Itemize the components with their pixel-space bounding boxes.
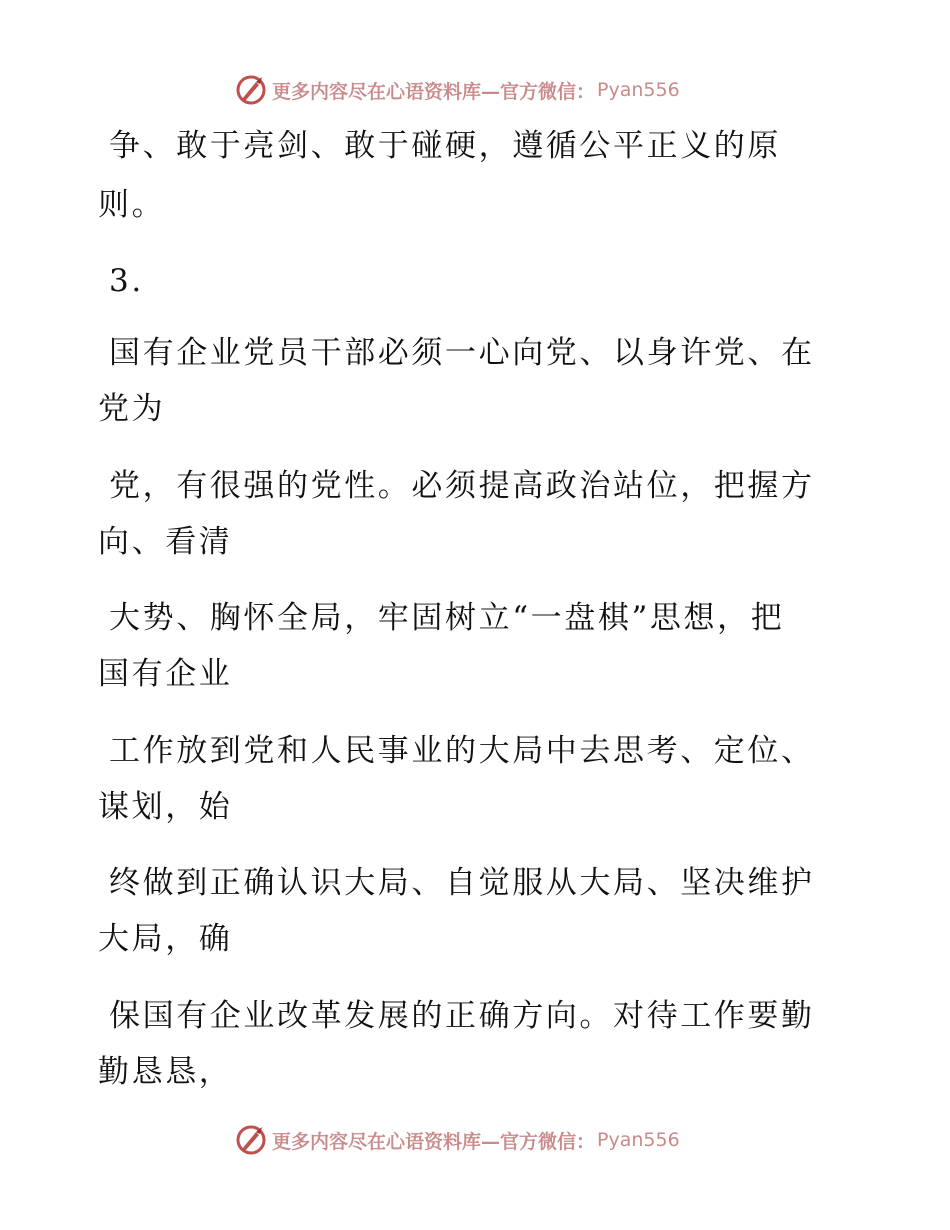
body-line: 终做到正确认识大局、自觉服从大局、坚决维护 — [109, 865, 815, 901]
body-line: 勤恳恳， — [98, 1054, 233, 1090]
body-line: 3. — [109, 263, 144, 299]
body-line: 工作放到党和人民事业的大局中去思考、定位、 — [109, 733, 815, 769]
body-line: 大局，确 — [98, 921, 233, 957]
body-line: 大势、胸怀全局，牢固树立“一盘棋”思想，把 — [109, 600, 785, 636]
watermark-wechat-id: Pyan556 — [597, 79, 680, 101]
body-line: 谋划，始 — [98, 789, 233, 825]
quill-logo-icon — [234, 1123, 268, 1157]
body-line: 向、看清 — [98, 524, 233, 560]
body-line: 党为 — [98, 391, 166, 427]
footer-watermark — [234, 1122, 680, 1158]
body-line: 国有企业 — [98, 656, 233, 692]
watermark-wechat-id: Pyan556 — [597, 1129, 680, 1151]
body-line: 争、敢于亮剑、敢于碰硬，遵循公平正义的原 — [109, 128, 781, 164]
body-line: 国有企业党员干部必须一心向党、以身许党、在 — [109, 335, 815, 371]
watermark-text: 更多内容尽在心语资料库—官方微信： — [272, 1130, 596, 1153]
body-line: 保国有企业改革发展的正确方向。对待工作要勤 — [109, 998, 815, 1034]
watermark-text: 更多内容尽在心语资料库—官方微信： — [272, 80, 596, 103]
body-line: 则。 — [98, 187, 166, 223]
body-line: 党，有很强的党性。必须提高政治站位，把握方 — [109, 468, 815, 504]
